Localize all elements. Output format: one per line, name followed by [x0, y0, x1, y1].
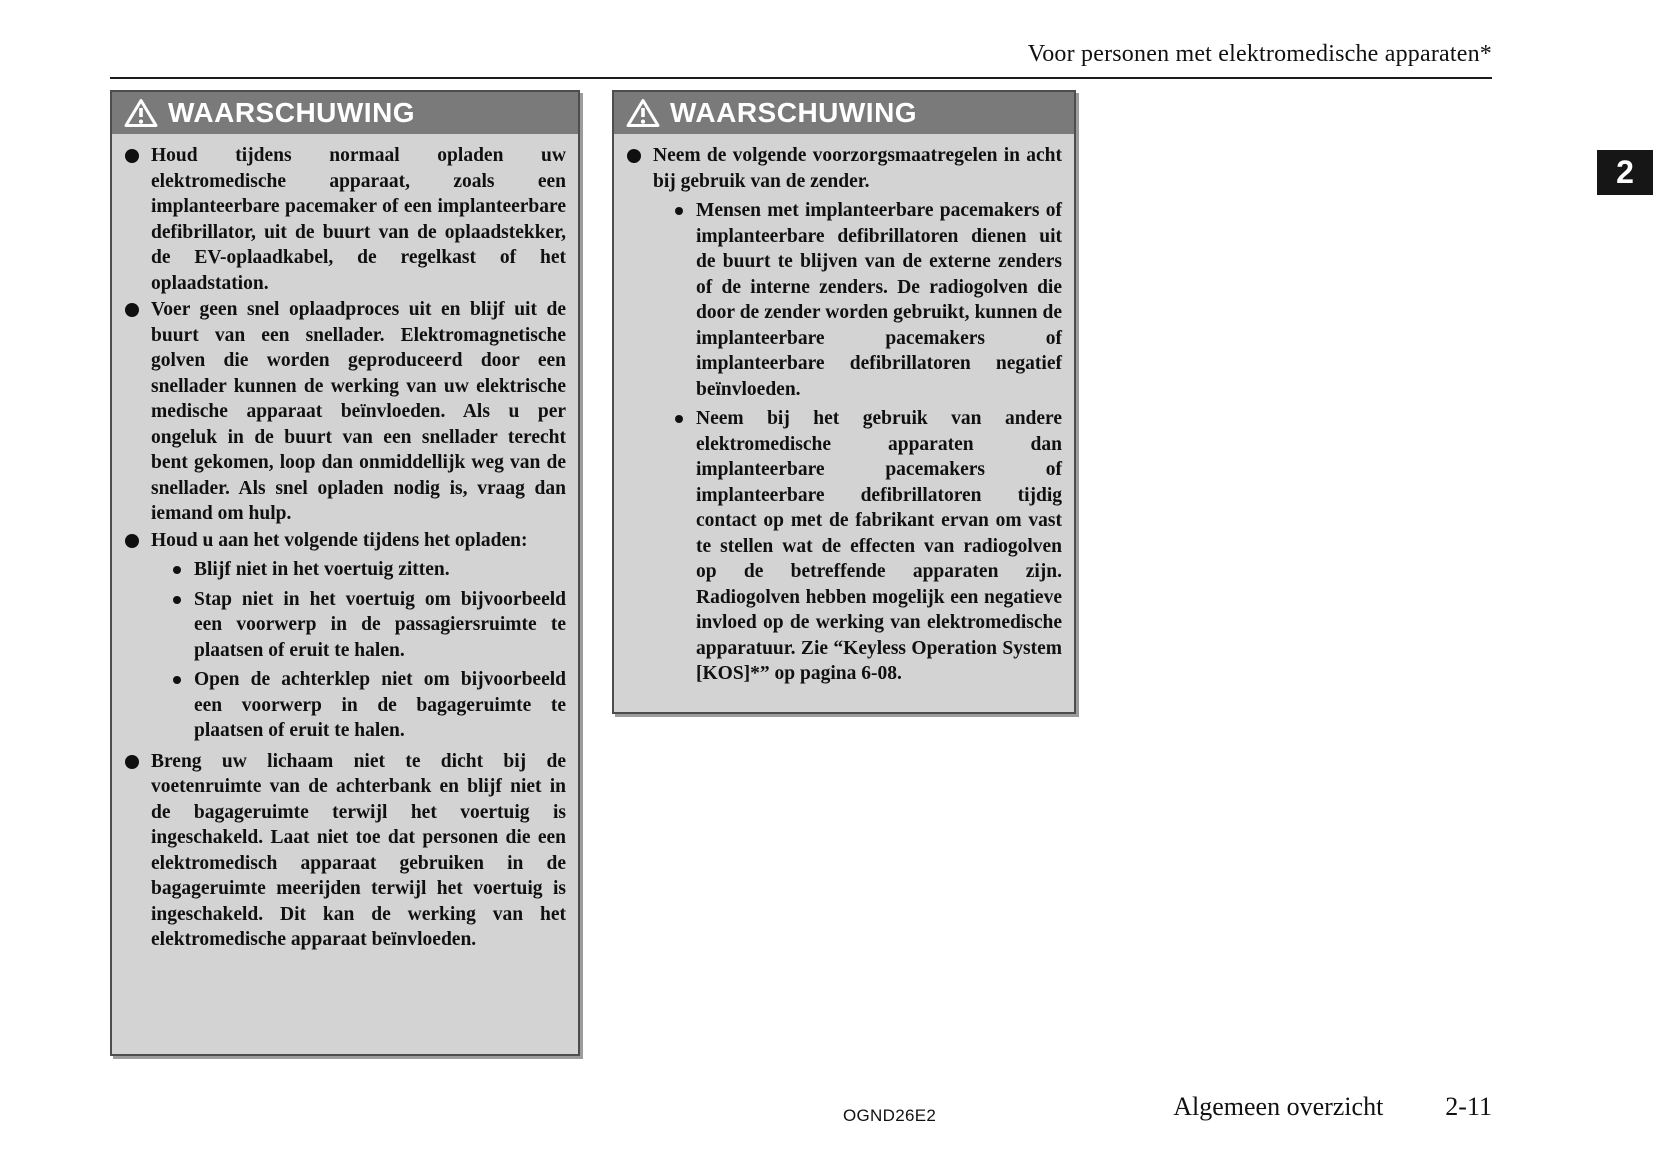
warning-sub-item [173, 587, 566, 664]
footer [1173, 1092, 1492, 1122]
warning-box-header [614, 92, 1074, 134]
warning-bullet-item [627, 143, 1062, 691]
warning-box-body [614, 134, 1074, 702]
warning-bullet-item [125, 528, 566, 748]
bullet-icon [125, 303, 139, 317]
bullet-text: Houd tijdens normaal opladen uw elektromedische apparaat, zoals een implanteerbare pacemaker of een implanteerbare defibrillator, uit de buurt van de oplaadstekker, de EV-oplaadkabel, de regelkast of het oplaadstation. [151, 145, 566, 294]
running-header: Voor personen met elektromedische apparaten* [1027, 41, 1492, 67]
bullet-icon [125, 534, 139, 548]
sub-bullet-text: Blijf niet in het voertuig zitten. [194, 559, 450, 580]
warning-triangle-icon [626, 98, 660, 128]
sub-bullet-icon [675, 207, 683, 215]
sub-bullet-icon [173, 596, 181, 604]
sub-bullet-text: Neem bij het gebruik van andere elektromedische apparaten dan implanteerbare pacemakers of implanteerbare defibrillatoren tijdig contact op met de fabrikant ervan om vast te stellen wat de effecten van radiogolven op de betreffende apparaten zijn. Radiogolven hebben mogelijk een negatieve invloed op de werking van elektromedische apparatuur. Zie “Keyless Operation System [KOS]*” op pagina 6-08. [696, 408, 1062, 684]
warning-sub-item [675, 198, 1062, 402]
bullet-text: Breng uw lichaam niet te dicht bij de voetenruimte van de achterbank en blijf niet in de bagageruimte terwijl het voertuig is ingeschakeld. Laat niet toe dat personen die een elektromedisch apparaat gebruiken in de bagageruimte meerijden terwijl het voertuig is ingeschakeld. Dit kan de werking van het elektromedische apparaat beïnvloeden. [151, 750, 566, 950]
warning-bullet-item [125, 143, 566, 296]
warning-box [612, 90, 1076, 714]
warning-triangle-icon [124, 98, 158, 128]
warning-sub-item [173, 557, 566, 583]
chapter-tab: 2 [1597, 150, 1653, 195]
bullet-text: Neem de volgende voorzorgsmaatregelen in acht bij gebruik van de zender. Mensen met implanteerbare pacemakers of implanteerbare defibrillatoren dienen uit de buurt te blijven van de externe zenders of de interne zenders. De radiogolven die door de zender worden gebruikt, kunnen de implanteerbare pacemakers of implanteerbare defibrillatoren negatief beïnvloeden. Neem bij het gebruik van andere elektromedische apparaten dan implanteerbare pacemakers of implanteerbare defibrillatoren tijdig contact op met de fabrikant ervan om vast te stellen wat de effecten van radiogolven op de betreffende apparaten zijn. Radiogolven hebben mogelijk een negatieve invloed op de werking van elektromedische apparatuur. Zie “Keyless Operation System [KOS]*” op pagina 6-08. [653, 143, 1062, 691]
warning-sub-item [173, 667, 566, 744]
document-code: OGND26E2 [843, 1106, 937, 1125]
warning-title: WAARSCHUWING [168, 97, 416, 128]
sub-bullet-text: Open de achterklep niet om bijvoorbeeld een voorwerp in de bagageruimte te plaatsen of eruit te halen. [194, 669, 566, 741]
sub-bullet-icon [173, 676, 181, 684]
warning-box-header [112, 92, 578, 134]
sub-bullet-text: Mensen met implanteerbare pacemakers of implanteerbare defibrillatoren dienen uit de buurt te blijven van de externe zenders of de interne zenders. De radiogolven die door de zender worden gebruikt, kunnen de implanteerbare pacemakers of implanteerbare defibrillatoren negatief beïnvloeden. [696, 200, 1062, 400]
bullet-text: Voer geen snel oplaadproces uit en blijf uit de buurt van een snellader. Elektromagnetische golven die worden geproduceerd door een snellader kunnen de werking van uw elektrische medische apparaat beïnvloeden. Als u per ongeluk in de buurt van een snellader terecht bent gekomen, loop dan onmiddellijk weg van de snellader. Als snel opladen nodig is, vraag dan iemand om hulp. [151, 299, 566, 524]
sub-bullet-icon [675, 415, 683, 423]
header-rule [110, 77, 1492, 79]
warning-bullet-item [125, 749, 566, 953]
warning-bullet-item [125, 297, 566, 527]
footer-page-number: 2-11 [1445, 1092, 1492, 1121]
warning-sub-item [675, 406, 1062, 687]
bullet-icon [125, 755, 139, 769]
footer-section-title: Algemeen overzicht [1173, 1092, 1384, 1121]
warning-title: WAARSCHUWING [670, 97, 918, 128]
warning-box [110, 90, 580, 1056]
warning-box-body [112, 134, 578, 964]
sub-bullet-icon [173, 566, 181, 574]
bullet-icon [125, 149, 139, 163]
sub-bullet-text: Stap niet in het voertuig om bijvoorbeeld een voorwerp in de passagiersruimte te plaatsen of eruit te halen. [194, 588, 566, 661]
bullet-icon [627, 149, 641, 163]
bullet-text: Houd u aan het volgende tijdens het opladen: Blijf niet in het voertuig zitten. Stap niet in het voertuig om bijvoorbeeld een voorwerp in de passagiersruimte te plaatsen of eruit te halen. Open de achterklep niet om bijvoorbeeld een voorwerp in de bagageruimte te plaatsen of eruit te halen. [151, 528, 566, 748]
